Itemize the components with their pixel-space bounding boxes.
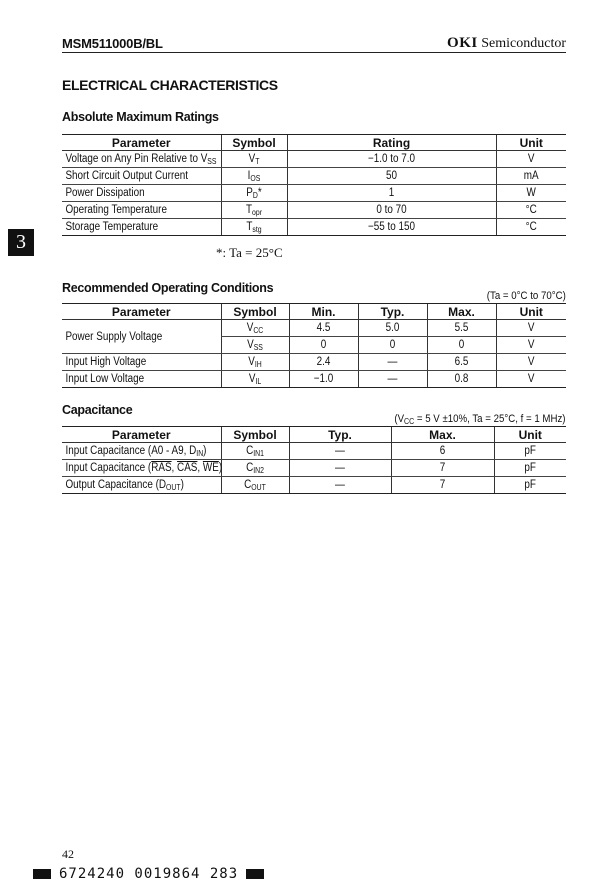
symbol-cell: [226, 151, 283, 168]
unit-cell: pF: [499, 477, 561, 494]
table-row: [62, 477, 566, 494]
param-cell: [62, 219, 199, 236]
param-cell: Power Supply Voltage: [62, 320, 199, 354]
col-header: Parameter: [62, 135, 221, 151]
condition-rest: = 5 V ±10%, Ta = 25°C, f = 1 MHz): [414, 413, 566, 425]
unit-cell: pF: [499, 443, 561, 460]
symbol-sub: D: [252, 190, 258, 200]
symbol-sub: IN1: [253, 448, 264, 458]
symbol-sub: OUT: [251, 482, 266, 492]
separator: ,: [171, 462, 178, 474]
min-cell: 2.4: [294, 354, 353, 371]
symbol-base: V: [248, 355, 255, 368]
param-text: Input Capacitance (: [65, 462, 152, 474]
typ-cell: —: [363, 354, 422, 371]
param-text: Input Capacitance (A0 - A9, D: [65, 444, 197, 457]
unit-cell: V: [501, 337, 561, 354]
param-cell: [62, 168, 199, 185]
capacitance-table: [62, 426, 566, 494]
typ-cell: —: [296, 443, 384, 460]
param-text: Storage Temperature: [65, 221, 159, 233]
typ-cell: —: [296, 460, 384, 477]
symbol-base: C: [246, 461, 254, 474]
symbol-base: V: [246, 321, 254, 334]
symbol-sub: CC: [253, 325, 264, 335]
param-text: Output Capacitance (D: [65, 478, 167, 491]
symbol-base: I: [247, 169, 251, 182]
symbol-base: C: [246, 444, 254, 457]
min-cell: −1.0: [294, 371, 353, 388]
param-close: ): [203, 444, 207, 457]
typ-cell: —: [296, 477, 384, 494]
symbol-cell: [226, 185, 283, 202]
max-cell: 0: [432, 337, 491, 354]
unit-cell: V: [501, 320, 561, 337]
col-header: Typ.: [358, 304, 427, 320]
unit-cell: °C: [501, 219, 561, 236]
barcode-block-left: [33, 869, 51, 879]
symbol-cell: [226, 202, 283, 219]
param-close: ): [218, 462, 223, 474]
max-cell: 7: [398, 460, 487, 477]
symbol-base: T: [246, 220, 253, 233]
table-row: [62, 202, 566, 219]
barcode: [33, 866, 264, 882]
page-number: 42: [62, 847, 74, 861]
param-cell: [62, 185, 199, 202]
col-header: Unit: [496, 135, 566, 151]
typ-cell: 0: [363, 337, 422, 354]
unit-cell: pF: [499, 460, 561, 477]
unit-cell: V: [501, 151, 561, 168]
symbol-cell: [226, 219, 283, 236]
col-header: Max.: [427, 304, 496, 320]
symbol-sub: opr: [252, 207, 262, 217]
col-header: Symbol: [221, 427, 289, 443]
table-row: [62, 185, 566, 202]
capacitance-title: Capacitance: [62, 403, 133, 417]
param-text: Operating Temperature: [65, 204, 167, 216]
param-close: ): [180, 478, 184, 491]
brand-logo: [447, 35, 566, 52]
rating-cell: −1.0 to 7.0: [302, 151, 482, 168]
symbol-sub: T: [255, 156, 260, 166]
condition-sub: CC: [404, 417, 415, 426]
max-cell: 5.5: [432, 320, 491, 337]
rec-op-title: Recommended Operating Conditions: [62, 281, 274, 295]
separator: ,: [197, 462, 203, 474]
symbol-cell: [226, 477, 284, 494]
typ-cell: —: [363, 371, 422, 388]
typ-cell: 5.0: [363, 320, 422, 337]
oki-logo: OKI: [447, 35, 478, 51]
rec-op-condition: (Ta = 0°C to 70°C): [486, 290, 566, 302]
param-text: Power Dissipation: [65, 187, 145, 199]
active-low-signal: $\overline{CAS}$: [177, 462, 198, 474]
max-cell: 0.8: [432, 371, 491, 388]
max-cell: 6: [398, 443, 487, 460]
table-row: [62, 219, 566, 236]
param-cell: Input High Voltage: [62, 354, 199, 371]
symbol-base: P: [246, 186, 253, 199]
unit-cell: V: [501, 354, 561, 371]
table-header-row: [62, 135, 566, 151]
abs-max-title: Absolute Maximum Ratings: [62, 110, 219, 124]
param-cell: [62, 202, 199, 219]
header-rule: [62, 52, 566, 53]
col-header: Max.: [391, 427, 494, 443]
rating-cell: −55 to 150: [302, 219, 482, 236]
symbol-base: V: [247, 338, 254, 351]
symbol-cell: [226, 320, 284, 337]
symbol-base: V: [248, 152, 256, 165]
param-sub: SS: [207, 156, 217, 166]
barcode-block-right: [246, 869, 264, 879]
symbol-sub: stg: [252, 224, 262, 234]
col-header: Typ.: [289, 427, 391, 443]
col-header: Symbol: [221, 135, 287, 151]
condition-prefix: (V: [394, 413, 405, 425]
symbol-cell: [226, 371, 284, 388]
table-row: [62, 371, 566, 388]
param-sub: OUT: [166, 482, 181, 492]
col-header: Unit: [494, 427, 566, 443]
param-text: Short Circuit Output Current: [65, 170, 189, 182]
section-tab-marker: 3: [8, 229, 34, 256]
abs-max-footnote: *: Ta = 25°C: [216, 245, 283, 260]
rec-op-table: [62, 303, 566, 388]
max-cell: 7: [398, 477, 487, 494]
symbol-base: C: [244, 478, 252, 491]
table-row: [62, 168, 566, 185]
col-header: Rating: [287, 135, 496, 151]
active-low-signal: $\overline{WE}$: [202, 462, 219, 474]
section-title: ELECTRICAL CHARACTERISTICS: [62, 77, 278, 93]
param-cell: Input Low Voltage: [62, 371, 199, 388]
min-cell: 4.5: [294, 320, 353, 337]
col-header: Parameter: [62, 304, 221, 320]
param-cell: [62, 477, 199, 494]
max-cell: 6.5: [432, 354, 491, 371]
symbol-base: T: [246, 203, 253, 216]
symbol-sub: IN2: [253, 465, 264, 475]
col-header: Symbol: [221, 304, 289, 320]
symbol-cell: [226, 354, 284, 371]
symbol-cell: [226, 460, 284, 477]
col-header: Parameter: [62, 427, 221, 443]
table-row: [62, 320, 566, 337]
part-number: MSM511000B/BL: [62, 36, 163, 51]
param-cell: [62, 151, 217, 168]
rating-cell: 1: [302, 185, 482, 202]
table-header-row: [62, 304, 566, 320]
col-header: Unit: [496, 304, 566, 320]
table-header-row: [62, 427, 566, 443]
symbol-cell: [226, 168, 283, 185]
barcode-text: 6724240 0019864 283: [59, 866, 239, 882]
symbol-sub: SS: [253, 342, 263, 352]
table-row: [62, 354, 566, 371]
symbol-base: V: [248, 372, 256, 385]
symbol-sub: IL: [255, 376, 262, 386]
symbol-sup: *: [257, 186, 262, 199]
min-cell: 0: [294, 337, 353, 354]
unit-cell: V: [501, 371, 561, 388]
param-cell: [62, 443, 207, 460]
brand-suffix: Semiconductor: [481, 36, 566, 51]
table-row: [62, 443, 566, 460]
symbol-sub: OS: [250, 173, 261, 183]
table-row: [62, 151, 566, 168]
symbol-sub: IH: [254, 359, 262, 369]
param-sub: IN: [196, 448, 204, 458]
unit-cell: W: [501, 185, 561, 202]
param-text: Voltage on Any Pin Relative to V: [65, 152, 208, 165]
unit-cell: mA: [501, 168, 561, 185]
col-header: Min.: [289, 304, 358, 320]
table-row: [62, 460, 566, 477]
active-low-signal: $\overline{RAS}$: [151, 462, 172, 474]
param-cell: [62, 460, 223, 477]
symbol-cell: [226, 443, 284, 460]
symbol-cell: [226, 337, 284, 354]
rating-cell: 0 to 70: [302, 202, 482, 219]
capacitance-condition: [395, 413, 566, 426]
abs-max-table: [62, 134, 566, 236]
rating-cell: 50: [302, 168, 482, 185]
unit-cell: °C: [501, 202, 561, 219]
